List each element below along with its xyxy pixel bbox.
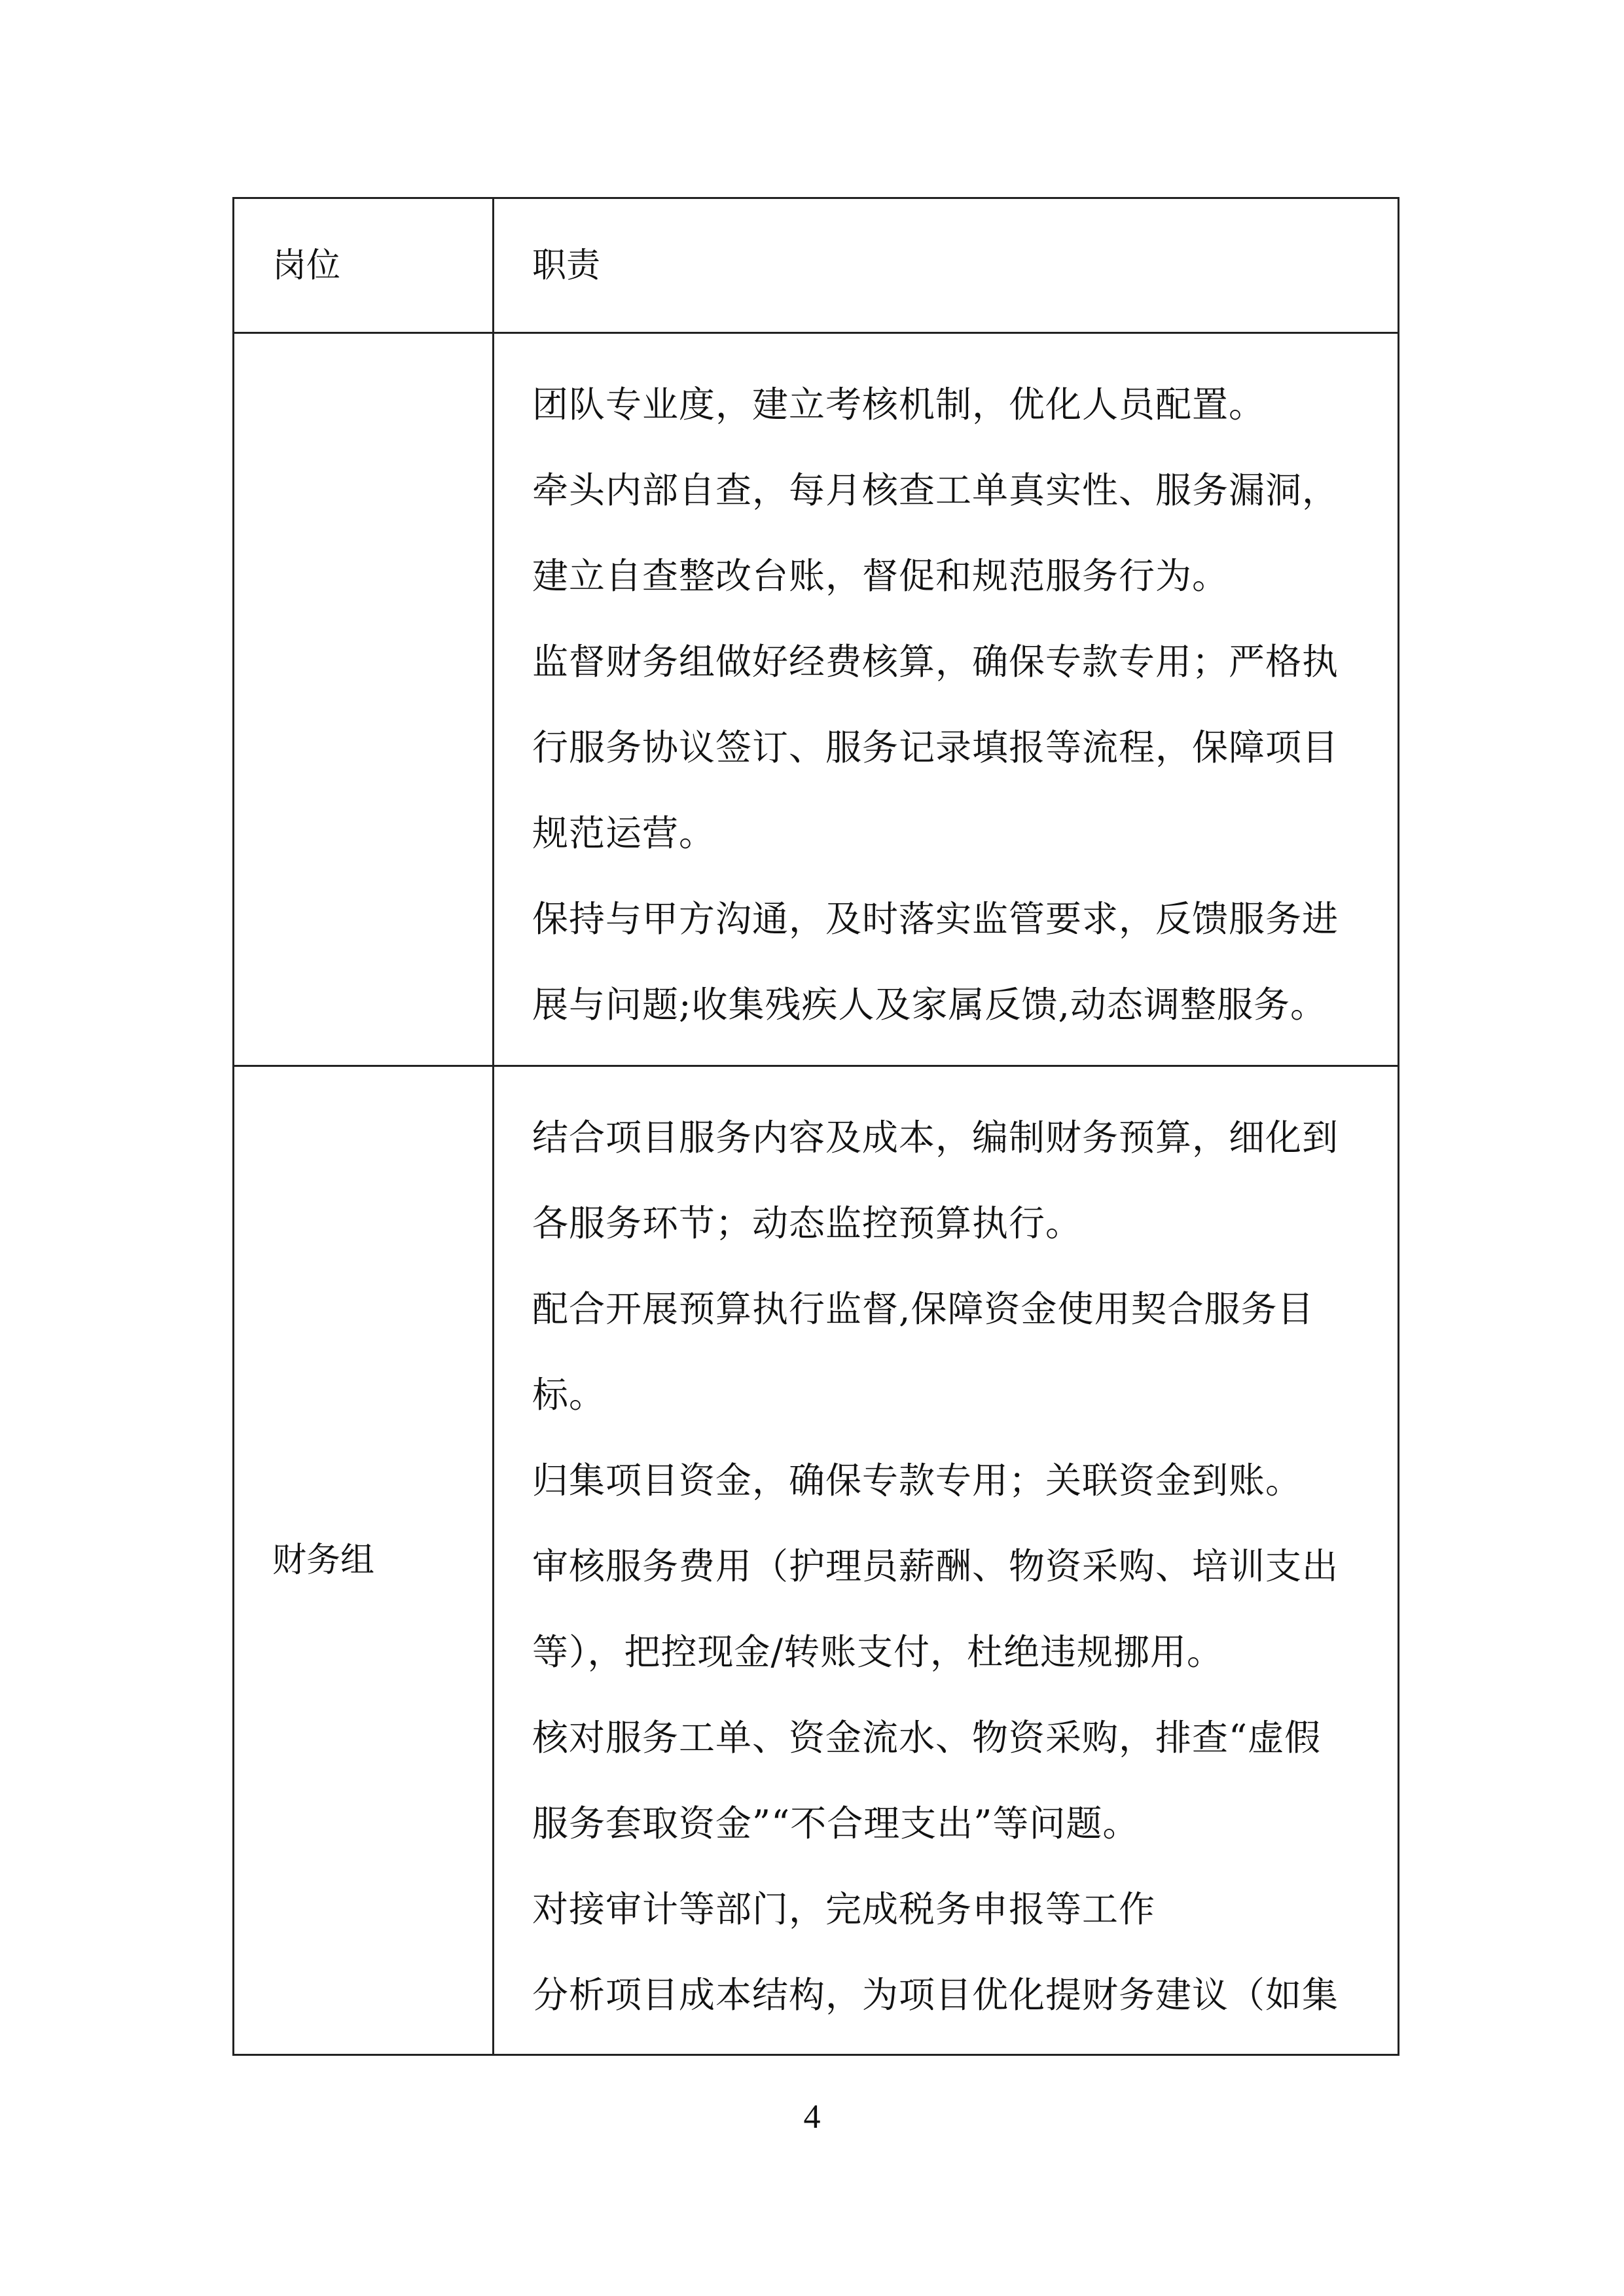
duty-line: 服务套取资金”“不合理支出”等问题。 <box>532 1803 1140 1844</box>
duty-line: 核对服务工单、资金流水、物资采购，排查“虚假 <box>532 1717 1322 1759</box>
position-cell <box>234 333 494 1066</box>
table-header-row <box>234 198 1399 333</box>
duty-line: 结合项目服务内容及成本，编制财务预算，细化到 <box>532 1117 1339 1158</box>
position-cell <box>234 1066 494 2055</box>
duties-cell <box>494 333 1399 1066</box>
responsibilities-table <box>232 197 1399 2056</box>
header-position-label: 岗位 <box>272 245 341 285</box>
duty-line: 牵头内部自查，每月核查工单真实性、服务漏洞， <box>532 469 1339 511</box>
duty-line: 等），把控现金/转账支付，杜绝违规挪用。 <box>532 1631 1224 1673</box>
duty-line: 标。 <box>532 1374 606 1416</box>
duties-list <box>494 334 1398 1048</box>
table-row <box>234 333 1399 1066</box>
duty-line: 审核服务费用（护理员薪酬、物资采购、培训支出 <box>532 1545 1339 1587</box>
duty-line: 监督财务组做好经费核算，确保专款专用；严格执 <box>532 641 1339 683</box>
page-number: 4 <box>803 2098 821 2136</box>
duty-line: 行服务协议签订、服务记录填报等流程，保障项目 <box>532 726 1339 768</box>
duty-line: 对接审计等部门，完成税务申报等工作 <box>532 1888 1156 1930</box>
header-duties-label: 职责 <box>532 245 601 285</box>
duty-line: 建立自查整改台账，督促和规范服务行为。 <box>532 555 1229 597</box>
duties-list <box>494 1067 1398 2038</box>
header-duties-cell <box>494 198 1399 333</box>
duty-line: 团队专业度，建立考核机制，优化人员配置。 <box>532 384 1266 425</box>
duty-line: 归集项目资金，确保专款专用；关联资金到账。 <box>532 1460 1303 1501</box>
duty-line: 各服务环节；动态监控预算执行。 <box>532 1202 1083 1244</box>
duty-line: 保持与甲方沟通，及时落实监管要求，反馈服务进 <box>532 898 1339 940</box>
table-row <box>234 1066 1399 2055</box>
duty-line: 展与问题;收集残疾人及家属反馈,动态调整服务。 <box>532 984 1327 1026</box>
duties-cell <box>494 1066 1399 2055</box>
header-position-cell <box>234 198 494 333</box>
position-label: 财务组 <box>272 1541 375 1580</box>
duty-line: 规范运营。 <box>532 812 716 854</box>
duty-line: 分析项目成本结构，为项目优化提财务建议（如集 <box>532 1974 1339 2016</box>
duty-line: 配合开展预算执行监督,保障资金使用契合服务目 <box>532 1288 1314 1330</box>
